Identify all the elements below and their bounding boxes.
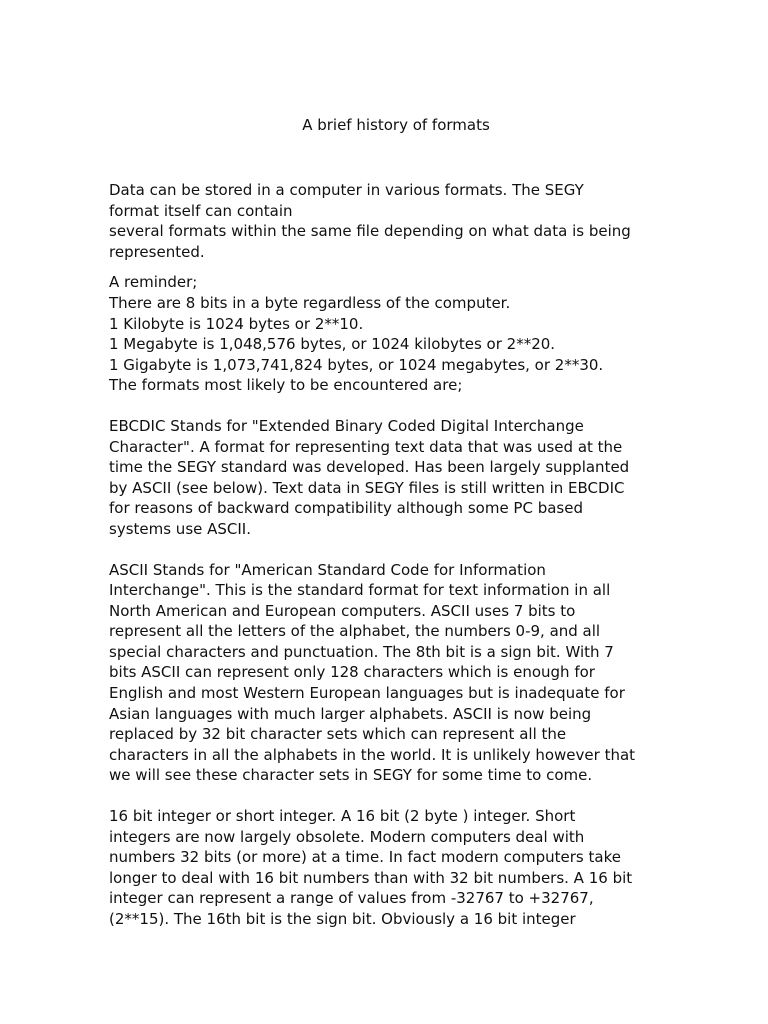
text-line: 16 bit integer or short integer. A 16 bit (2 byte ) integer. Short: [109, 807, 576, 826]
text-line: There are 8 bits in a byte regardless of the computer.: [109, 293, 511, 312]
text-line: Asian languages with much larger alphabets. ASCII is now being: [109, 704, 592, 723]
intro-paragraph: [109, 180, 669, 262]
text-line: A reminder;: [109, 273, 198, 292]
ebcdic-paragraph: [109, 416, 669, 540]
text-line: numbers 32 bits (or more) at a time. In fact modern computers take: [109, 848, 621, 867]
reminder-paragraph: [109, 272, 669, 396]
text-line: special characters and punctuation. The 8th bit is a sign bit. With 7: [109, 642, 614, 661]
text-line: Data can be stored in a computer in various formats. The SEGY: [109, 181, 584, 199]
document-body: [109, 180, 669, 930]
text-line: The formats most likely to be encountered are;: [109, 376, 463, 395]
text-line: integers are now largely obsolete. Modern computers deal with: [109, 827, 585, 846]
text-line: (2**15). The 16th bit is the sign bit. Obviously a 16 bit integer: [109, 910, 576, 928]
text-line: for reasons of backward compatibility although some PC based: [109, 499, 584, 518]
text-line: systems use ASCII.: [109, 519, 252, 538]
text-line: characters in all the alphabets in the world. It is unlikely however that: [109, 745, 636, 764]
text-line: represented.: [109, 242, 205, 261]
text-line: by ASCII (see below). Text data in SEGY files is still written in EBCDIC: [109, 478, 625, 497]
text-line: replaced by 32 bit character sets which can represent all the: [109, 725, 567, 744]
text-line: bits ASCII can represent only 128 characters which is enough for: [109, 663, 595, 682]
text-line: EBCDIC Stands for "Extended Binary Coded Digital Interchange: [109, 416, 584, 435]
text-line: integer can represent a range of values from -32767 to +32767,: [109, 889, 594, 908]
short-integer-paragraph: [109, 806, 669, 930]
text-line: 1 Gigabyte is 1,073,741,824 bytes, or 1024 megabytes, or 2**30.: [109, 355, 604, 374]
text-line: several formats within the same file depending on what data is being: [109, 222, 631, 241]
text-line: longer to deal with 16 bit numbers than with 32 bit numbers. A 16 bit: [109, 868, 633, 887]
document-title: A brief history of formats: [302, 116, 490, 134]
text-line: format itself can contain: [109, 201, 293, 220]
text-line: represent all the letters of the alphabet, the numbers 0-9, and all: [109, 622, 601, 641]
text-line: 1 Kilobyte is 1024 bytes or 2**10.: [109, 314, 364, 333]
text-line: Character". A format for representing text data that was used at the: [109, 437, 623, 456]
text-line: 1 Megabyte is 1,048,576 bytes, or 1024 kilobytes or 2**20.: [109, 335, 556, 354]
text-line: English and most Western European languages but is inadequate for: [109, 684, 625, 703]
text-line: Interchange". This is the standard format for text information in all: [109, 581, 611, 600]
text-line: time the SEGY standard was developed. Has been largely supplanted: [109, 458, 630, 477]
ascii-paragraph: [109, 560, 669, 787]
text-line: North American and European computers. ASCII uses 7 bits to: [109, 601, 576, 620]
text-line: we will see these character sets in SEGY for some time to come.: [109, 766, 593, 785]
text-line: ASCII Stands for "American Standard Code for Information: [109, 560, 546, 579]
